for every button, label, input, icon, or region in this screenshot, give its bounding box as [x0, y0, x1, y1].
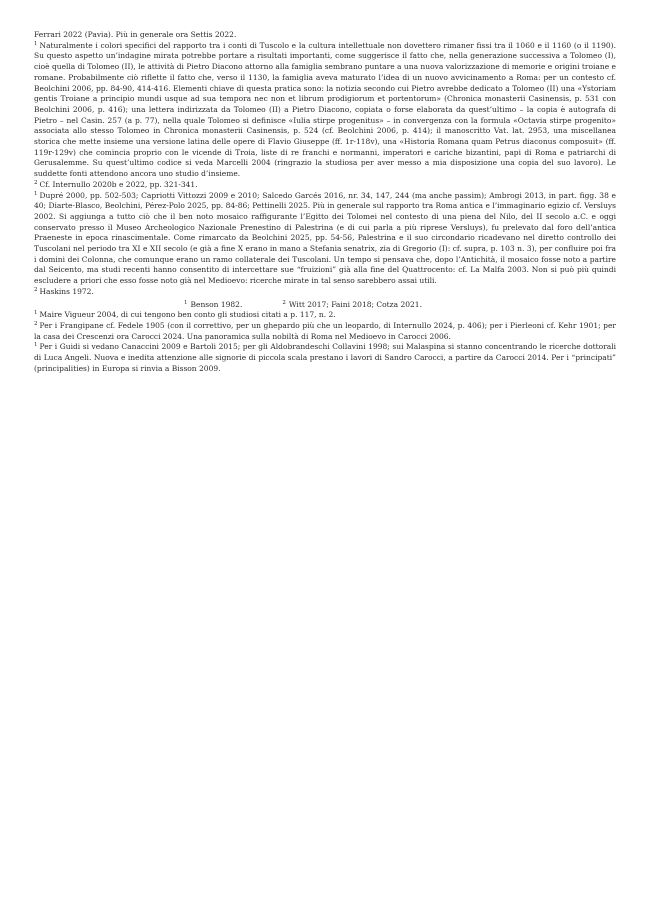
footnote-marker: 2 — [34, 179, 38, 186]
footnote-marker: 2 — [34, 286, 38, 293]
footnote-marker: 1 — [34, 40, 38, 47]
footnote-continuation: Ferrari 2022 (Pavia). Più in generale ora Settis 2022. — [34, 30, 237, 39]
inline-note-witt: $^2$ Witt 2017; Faini 2018; Cotza 2021. — [282, 299, 422, 309]
footnotes-page — [34, 30, 616, 375]
footnote-frangipane: $^2$ Per i Frangipane cf. Fedele 1905 (con il correttivo, per un ghepardo più che un leopardo, di Internullo 2024, p. 406); per i Pierleoni cf. Kehr 1901; per la casa dei Crescenzi ora Carocci 2024. Una panoramica sulla nobiltà di Roma nel Medioevo in Carocci 2006. — [34, 320, 616, 341]
footnote-maire: $^1$ Maire Vigueur 2004, di cui tengono ben conto gli studiosi citati a p. 117, n. 2. — [34, 310, 336, 320]
footnote-marker: 1 — [34, 190, 38, 197]
inline-notes-row — [184, 298, 616, 311]
footnote-marker: 2 — [34, 320, 38, 327]
footnote-tuscolo: $^1$ Naturalmente i colori specifici del rapporto tra i conti di Tuscolo e la cultura intellettuale non dovettero rimaner fissi tra il 1060 e il 1160 (o il 1190). Su questo aspetto un’indagine mirata potrebbe portare a risultati importanti, come suggerisce il fatto che, nella generazione successiva a Tolomeo (I), cioè quella di Tolomeo (II), le attività di Pietro Diacono attorno alla famiglia sembrano puntare a una nuova valorizzazione di memorie e origini troiane e romane. Probabilmente ciò riflette il fatto che, verso il 1130, la famiglia aveva maturato l’idea di un nuovo avvicinamento a Roma: per un contesto cf. Beolchini 2006, pp. 84-90, 414-416. Elementi chiave di questa pratica sono: la notizia secondo cui Pietro avrebbe dedicato a Tolomeo (II) una «Ystoriam gentis Troiane a principio mundi usque ad sua tempora nec non et librum prodigiorum et portentorum» (Chronica monasterii Casinensis, p. 531 con Beolchini 2006, p. 416); una lettera indirizzata da Tolomeo (II) a Pietro Diacono, copiata o forse elaborata da quest’ultimo – la copia è autografa di Pietro – nel Casin. 257 (a p. 77), nella quale Tolomeo si definisce «Iulia stirpe progenitus» – in convergenza con la formula «Octavia stirpe progenito» associata allo stesso Tolomeo in Chronica monasterii Casinensis, p. 524 (cf. Beolchini 2006, p. 414); il manoscritto Vat. lat. 2953, una miscellanea storica che mette insieme una versione latina delle opere di Flavio Giuseppe (ff. 1r-118v), una «Historia Romana quam Petrus diaconus composuit» (ff. 119r-129v) che comincia proprio con le vicende di Troia, liste di re franchi e normanni, imperatori e cariche bizantini, papi di Roma e patriarchi di Gerusalemme. Su quest’ultimo codice si veda Marcelli 2004 (ringrazio la studiosa per aver messo a mia disposizione una copia del suo lavoro). Le suddette fonti attendono ancora uno studio d’insieme. — [34, 40, 616, 179]
footnote-marker: 1 — [34, 342, 38, 349]
footnote-haskins: $^2$ Haskins 1972. — [34, 286, 94, 296]
footnote-internullo: $^2$ Cf. Internullo 2020b e 2022, pp. 321-341. — [34, 179, 198, 189]
footnote-dupre: $^1$ Dupré 2000, pp. 502-503; Capriotti Vittozzi 2009 e 2010; Salcedo Garcés 2016, nr. 34, 147, 244 (ma anche passim); Ambrogi 2013, in part. figg. 38 e 40; Diarte-Blasco, Beolchini, Pérez-Polo 2025, pp. 84-86; Pettinelli 2025. Più in generale sul rapporto tra Roma antica e l’immaginario egizio cf. Versluys 2002. Si aggiunga a tutto ciò che il ben noto mosaico raffigurante l’Egitto dei Tolomei nel contesto di una piena del Nilo, del II secolo a.C. e oggi conservato presso il Museo Archeologico Nazionale Prenestino di Palestrina (e di cui parla a più riprese Versluys), fu prelevato dal foro dell’antica Praeneste in epoca rinascimentale. Come rimarcato da Beolchini 2025, pp. 54-56, Palestrina e il suo circondario ricadevano nel diretto controllo dei Tuscolani nel periodo tra XI e XII secolo (e già a fine X erano in mano a Stefania senatrix, zia di Gregorio (I): cf. supra, p. 103 n. 3), per confluire poi fra i domini dei Colonna, che comunque erano un ramo collaterale dei Tuscolani. Un tempo si pensava che, dopo l’Antichità, il mosaico fosse noto a partire dal Seicento, ma studi recenti hanno consentito di intercettare sue “fruizioni” già alla fine del Quattrocento: cf. La Malfa 2003. Non si può più quindi escludere a priori che esso fosse noto già nel Medioevo: ricerche mirate in tal senso sarebbero assai utili. — [34, 190, 616, 286]
footnote-guidi: $^1$ Per i Guidi si vedano Canaccini 2009 e Bartoli 2015; per gli Aldobrandeschi Collavini 1998; sui Malaspina si stanno concentrando le ricerche dottorali di Luca Angeli. Nuova e inedita attenzione alle signorie di piccola scala prestano i lavori di Sandro Carocci, a partire da Carocci 2014. Per i “principati” (principalities) in Europa si rinvia a Bisson 2009. — [34, 342, 616, 373]
footnote-marker: 1 — [34, 310, 38, 317]
inline-note-benson: $^1$ Benson 1982. — [184, 299, 243, 309]
